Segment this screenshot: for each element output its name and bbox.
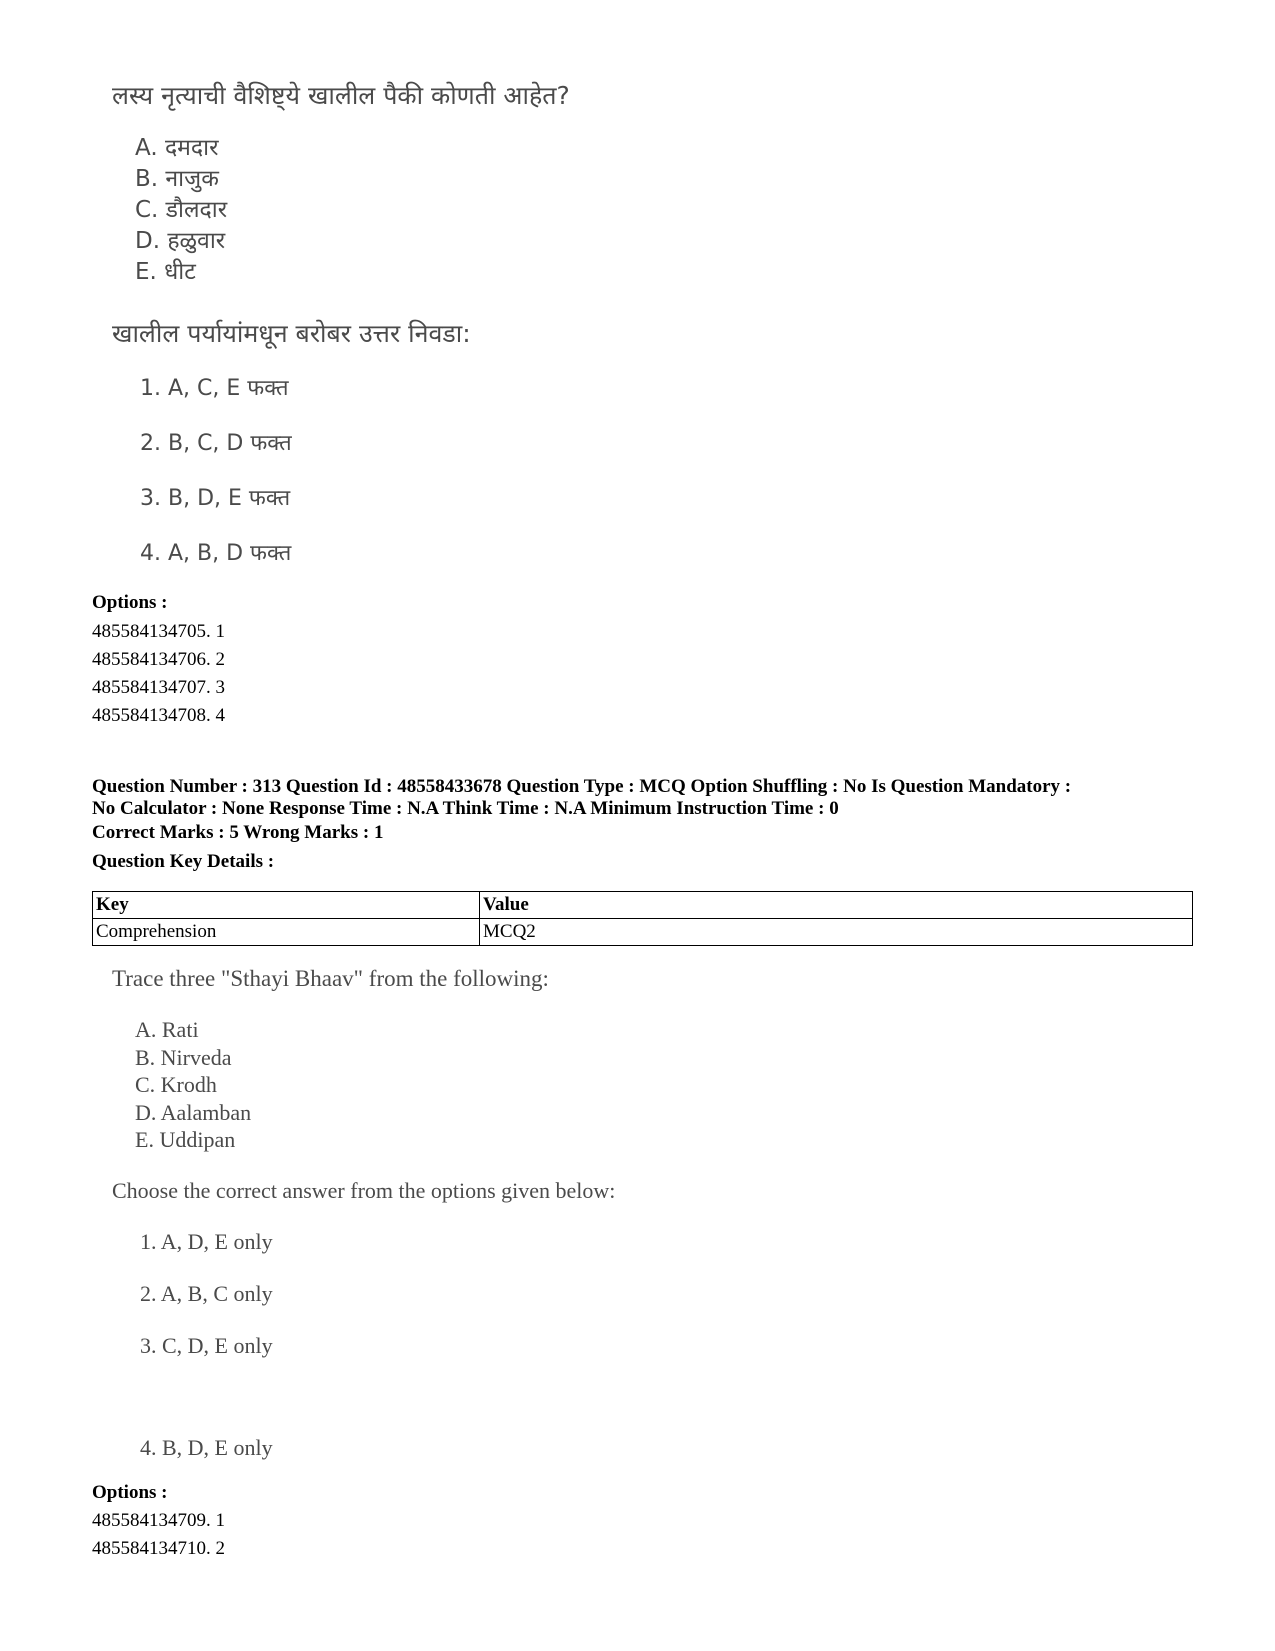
statement-d: D. हळुवार — [135, 228, 226, 254]
question-313-answer-2: 2. A, B, C only — [140, 1281, 273, 1306]
statement-e: E. धीट — [135, 259, 196, 285]
statement-a: A. दमदार — [135, 135, 219, 161]
metadata-line-1: Question Number : 313 Question Id : 48558433678 Question Type : MCQ Option Shuffling : No Is Question Mandatory : — [92, 776, 1072, 797]
question-1-answer-1: 1. A, C, E फक्त — [140, 376, 289, 401]
statement-c: C. डौलदार — [135, 197, 228, 223]
table-header-value: Value — [480, 892, 1193, 919]
table-cell-value: MCQ2 — [480, 919, 1193, 946]
question-1-instruction: खालील पर्यायांमधून बरोबर उत्तर निवडा: — [112, 319, 471, 348]
question-1-answer-3: 3. B, D, E फक्त — [140, 486, 291, 511]
statement-d: D. Aalamban — [135, 1099, 252, 1125]
question-key-details-table — [92, 891, 1193, 946]
question-313-metadata — [92, 776, 1192, 820]
table-row — [93, 919, 1193, 946]
question-1-statement-list — [135, 133, 227, 288]
question-313-options-label: Options : — [92, 1482, 168, 1503]
question-313-answer-3: 3. C, D, E only — [140, 1333, 273, 1358]
question-313-instruction: Choose the correct answer from the options given below: — [112, 1178, 616, 1203]
question-313-option-1: 485584134709. 1 — [92, 1510, 225, 1531]
question-1-option-4: 485584134708. 4 — [92, 705, 225, 726]
question-313-marks: Correct Marks : 5 Wrong Marks : 1 — [92, 822, 384, 843]
table-header-row — [93, 892, 1193, 919]
question-1-stem: लस्य नृत्याची वैशिष्ट्ये खालील पैकी कोणती आहेत? — [112, 81, 570, 110]
statement-c: C. Krodh — [135, 1072, 217, 1097]
statement-a: A. Rati — [135, 1017, 199, 1042]
question-313-option-2: 485584134710. 2 — [92, 1538, 225, 1559]
metadata-line-2: No Calculator : None Response Time : N.A Think Time : N.A Minimum Instruction Time : 0 — [92, 798, 839, 819]
question-1-option-3: 485584134707. 3 — [92, 677, 225, 698]
question-1-answer-4: 4. A, B, D फक्त — [140, 541, 292, 566]
question-313-stem: Trace three "Sthayi Bhaav" from the following: — [112, 966, 549, 991]
question-1-answer-2: 2. B, C, D फक्त — [140, 431, 292, 456]
question-313-answer-4: 4. B, D, E only — [140, 1435, 273, 1460]
table-cell-key: Comprehension — [93, 919, 480, 946]
question-1-option-2: 485584134706. 2 — [92, 649, 225, 670]
question-313-answer-1: 1. A, D, E only — [140, 1229, 273, 1254]
statement-b: B. Nirveda — [135, 1044, 232, 1070]
table-header-key: Key — [93, 892, 480, 919]
question-313-statement-list — [135, 1016, 251, 1154]
question-key-details-label: Question Key Details : — [92, 851, 275, 872]
statement-b: B. नाजुक — [135, 166, 219, 192]
question-1-option-1: 485584134705. 1 — [92, 621, 225, 642]
statement-e: E. Uddipan — [135, 1127, 236, 1152]
question-1-options-label: Options : — [92, 592, 168, 613]
